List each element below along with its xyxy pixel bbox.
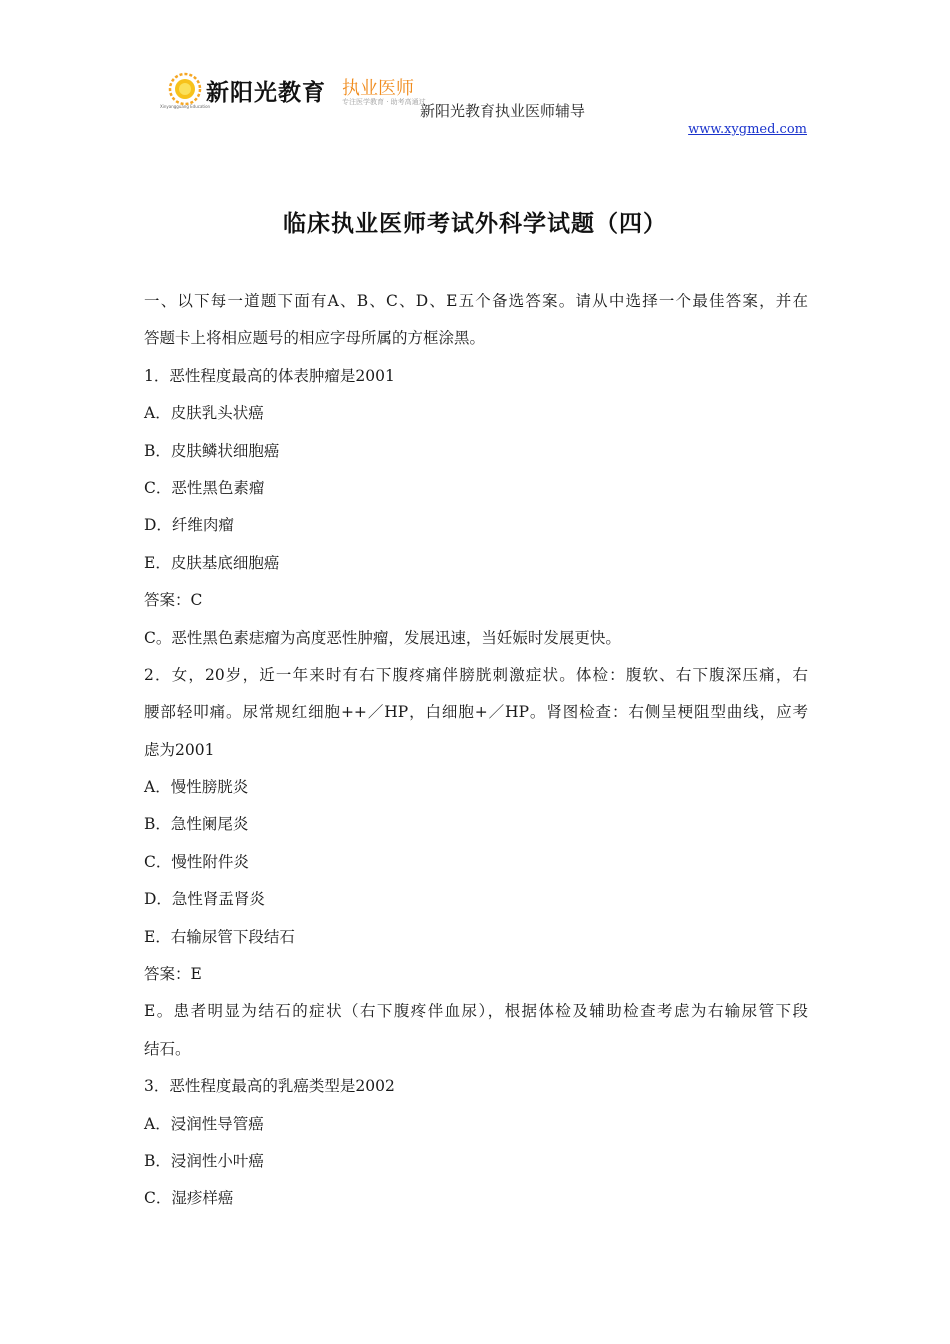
text-line: 答题卡上将相应题号的相应字母所属的方框涂黑。 [144, 329, 486, 348]
text-line: A．浸润性导管癌 [144, 1114, 264, 1133]
text-line: C。恶性黑色素痣瘤为高度恶性肿瘤，发展迅速，当妊娠时发展更快。 [144, 628, 621, 647]
document-body [144, 283, 808, 1218]
page-header [160, 68, 810, 148]
text-line: 虑为2001 [144, 740, 215, 759]
logo-brand-text: 新阳光教育 [206, 79, 326, 106]
text-line: 腰部轻叩痛。尿常规红细胞++／HP，白细胞+／HP。肾图检查：右侧呈梗阻型曲线，应考 [144, 703, 808, 722]
document-title: 临床执业医师考试外科学试题（四） [283, 210, 667, 237]
text-line: E。患者明显为结石的症状（右下腹疼伴血尿），根据体检及辅助检查考虑为右输尿管下段 [144, 1002, 808, 1021]
logo-tagline: 专注医学教育 · 助考高通过 [342, 98, 426, 106]
text-line: B．皮肤鳞状细胞癌 [144, 441, 280, 460]
logo-subtitle: 执业医师 [342, 78, 414, 99]
text-line: B．浸润性小叶癌 [144, 1151, 264, 1170]
text-line: 一、以下每一道题下面有A、B、C、D、E五个备选答案。请从中选择一个最佳答案，并在 [144, 292, 808, 310]
text-line: E．皮肤基底细胞癌 [144, 553, 280, 572]
text-line: A．皮肤乳头状癌 [144, 404, 264, 423]
text-line: A．慢性膀胱炎 [144, 778, 249, 797]
text-line: B．急性阑尾炎 [144, 815, 249, 834]
text-line: 答案：C [144, 591, 203, 610]
header-site-title: 新阳光教育执业医师辅导 [420, 102, 586, 120]
text-line: C．慢性附件炎 [144, 852, 249, 871]
text-line: 答案：E [144, 965, 202, 984]
header-url-link[interactable]: www.xygmed.com [688, 122, 807, 137]
sun-logo-icon [168, 72, 202, 106]
text-line: C．恶性黑色素瘤 [144, 478, 265, 497]
text-line: D．纤维肉瘤 [144, 516, 234, 535]
brand-logo [160, 68, 430, 112]
logo-english: Xinyangguang Education [160, 104, 211, 109]
text-line: 结石。 [144, 1039, 191, 1058]
text-line: 1．恶性程度最高的体表肿瘤是2001 [144, 366, 395, 385]
text-line: 2．女，20岁，近一年来时有右下腹疼痛伴膀胱刺激症状。体检：腹软、右下腹深压痛，右 [144, 665, 808, 684]
text-line: D．急性肾盂肾炎 [144, 890, 265, 909]
text-line: 3．恶性程度最高的乳癌类型是2002 [144, 1077, 395, 1096]
text-line: E．右输尿管下段结石 [144, 927, 295, 946]
text-line: C．湿疹样癌 [144, 1189, 234, 1208]
